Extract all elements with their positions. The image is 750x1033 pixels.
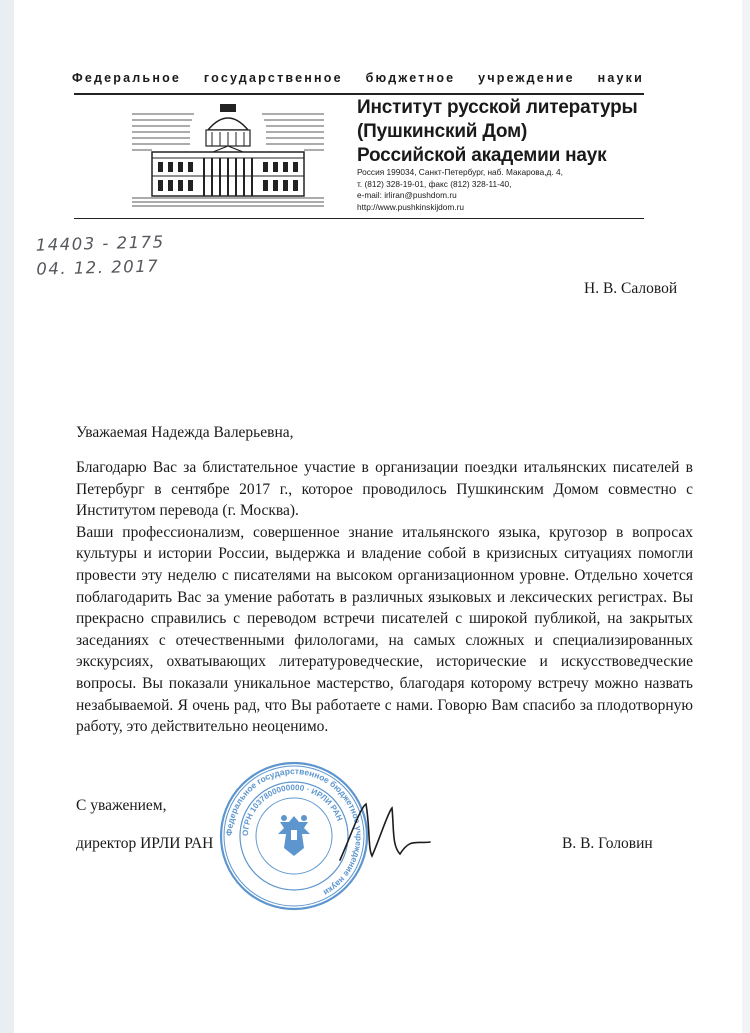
letter-body: [76, 457, 693, 738]
signatory-position: директор ИРЛИ РАН: [76, 835, 214, 852]
institute-name: [357, 96, 638, 168]
institute-name-line: Институт русской литературы: [357, 97, 638, 118]
handwritten-signature: [330, 798, 440, 868]
contact-address: Россия 199034, Санкт-Петербург, наб. Макарова,д. 4,: [357, 167, 563, 177]
stamp-inner-text: ОГРН 1037800000000 · ИРЛИ РАН: [240, 782, 345, 837]
stamp-outer-text: Федеральное государственное бюджетное учреждение науки: [223, 765, 365, 898]
letter-paragraph: Благодарю Вас за блистательное участие в организации поездки итальянских писателей в Петербург в сентябре 2017 г., которое проводилось Пушкинским Домом совместно с Институтом перевода (г. Москва).: [76, 459, 693, 520]
closing: С уважением,: [76, 797, 167, 814]
header-divider: [74, 93, 644, 95]
letter-paragraph: Ваши профессионализм, совершенное знание итальянского языка, кругозор в вопросах культуры и истории России, выдержка и владение собой в кризисных ситуациях помогли провести эту неделю с писателями на высоком организационном уровне. Отдельно хочется поблагодарить Вас за умение работать в различных языковых и лексических регистрах. Вы прекрасно справились с переводом встречи писателей с широкой публикой, на закрытых заседаниях с отечественными филологами, на самых сложных и специализированных экскурсиях, охватывающих литературоведческие, исторические и искусствоведческие вопросы. Вы показали уникальное мастерство, благодаря которому встречу можно назвать незабываемой. Я очень рад, что Вы работаете с нами. Говорю Вам спасибо за плодотворную работу, это действительно неоценимо.: [76, 523, 693, 736]
registration-date: 04. 12. 2017: [36, 256, 160, 279]
org-word: бюджетное: [365, 71, 456, 85]
letterhead-bottom-divider: [74, 218, 644, 219]
contact-email: e-mail: irliran@pushdom.ru: [357, 190, 457, 200]
handwritten-registration: [35, 230, 165, 281]
pushkin-house-building-logo: [132, 100, 324, 210]
signatory-name: В. В. Головин: [562, 835, 653, 852]
organization-type-line: [72, 71, 644, 85]
recipient-name: Н. В. Саловой: [584, 280, 678, 297]
institute-contacts: [357, 167, 563, 213]
org-word: Федеральное: [72, 71, 182, 85]
institute-name-line: Российской академии наук: [357, 145, 607, 166]
org-word: учреждение: [478, 71, 575, 85]
org-word: науки: [597, 71, 644, 85]
registration-number: 14403 - 2175: [35, 232, 165, 255]
org-word: государственное: [203, 71, 343, 85]
contact-website: http://www.pushkinskijdom.ru: [357, 201, 464, 212]
contact-phone: т. (812) 328-19-01, факс (812) 328-11-40,: [357, 178, 512, 189]
institute-name-line: (Пушкинский Дом): [357, 121, 528, 142]
salutation: Уважаемая Надежда Валерьевна,: [76, 424, 294, 441]
